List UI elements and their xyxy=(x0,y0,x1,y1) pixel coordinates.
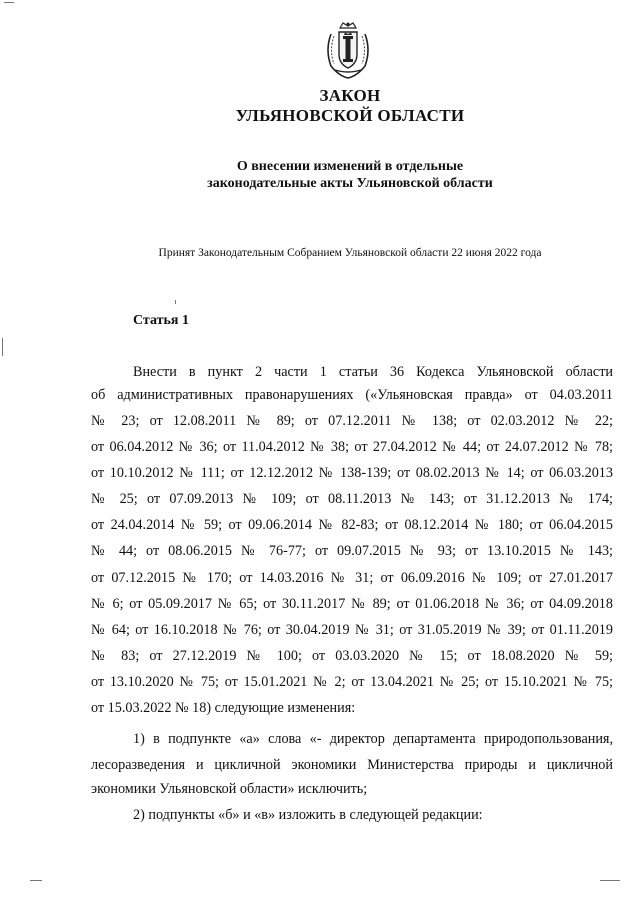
article-text-line: № 6; от 05.09.2017 № 65; от 30.11.2017 № 89; от 01.06.2018 № 36; от 04.09.2018 xyxy=(91,596,613,612)
article-text-line: № 83; от 27.12.2019 № 100; от 03.03.2020 № 15; от 18.08.2020 № 59; xyxy=(91,648,613,664)
article-text-line: от 13.10.2020 № 75; от 15.01.2021 № 2; от 13.04.2021 № 25; от 15.10.2021 № 75; xyxy=(91,674,613,690)
article-text-line: № 44; от 08.06.2015 № 76-77; от 09.07.2015 № 93; от 13.10.2015 № 143; xyxy=(91,543,613,559)
scan-artifact xyxy=(4,2,14,3)
law-subject-line1: О внесении изменений в отдельные xyxy=(236,159,464,174)
law-title-line2: УЛЬЯНОВСКОЙ ОБЛАСТИ xyxy=(235,106,465,125)
article-text-line: 1) в подпункте «а» слова «- директор департамента природопользования, xyxy=(133,731,613,747)
article-text-line: от 06.04.2012 № 36; от 11.04.2012 № 38; от 27.04.2012 № 44; от 24.07.2012 № 78; xyxy=(91,439,613,455)
article-text-line: № 23; от 12.08.2011 № 89; от 07.12.2011 № 138; от 02.03.2012 № 22; xyxy=(91,413,613,429)
article-text-line: 2) подпункты «б» и «в» изложить в следующей редакции: xyxy=(133,807,483,823)
article-text-line: № 25; от 07.09.2013 № 109; от 08.11.2013 № 143; от 31.12.2013 № 174; xyxy=(91,491,613,507)
article-text-line: Внести в пункт 2 части 1 статьи 36 Кодекса Ульяновской области xyxy=(133,364,613,380)
law-title-line1: ЗАКОН xyxy=(319,86,381,105)
scan-artifact xyxy=(600,880,620,881)
ulyanovsk-coat-of-arms-icon xyxy=(321,20,375,80)
adoption-note: Принят Законодательным Собранием Ульяновской области 22 июня 2022 года xyxy=(158,247,542,259)
article-text-line: лесоразведения и цикличной экономики Министерства природы и цикличной xyxy=(91,757,613,773)
article-text-line: об административных правонарушениях («Ульяновская правда» от 04.03.2011 xyxy=(91,387,613,403)
article-text-line: экономики Ульяновской области» исключить; xyxy=(91,781,368,797)
law-subject xyxy=(160,158,540,192)
scan-artifact xyxy=(2,338,3,356)
article-text-line: от 24.04.2014 № 59; от 09.06.2014 № 82-83; от 08.12.2014 № 180; от 06.04.2015 xyxy=(91,517,613,533)
law-title xyxy=(200,86,500,126)
article-text-line: от 10.10.2012 № 111; от 12.12.2012 № 138-139; от 08.02.2013 № 14; от 06.03.2013 xyxy=(91,465,613,481)
article-text-line: № 64; от 16.10.2018 № 76; от 30.04.2019 № 31; от 31.05.2019 № 39; от 01.11.2019 xyxy=(91,622,613,638)
article-text-line: от 15.03.2022 № 18) следующие изменения: xyxy=(91,700,356,716)
scan-artifact xyxy=(175,300,176,304)
law-subject-line2: законодательные акты Ульяновской области xyxy=(207,176,493,191)
article-text-line: от 07.12.2015 № 170; от 14.03.2016 № 31; от 06.09.2016 № 109; от 27.01.2017 xyxy=(91,570,613,586)
article-heading: Статья 1 xyxy=(133,313,189,328)
scan-artifact xyxy=(30,880,42,881)
